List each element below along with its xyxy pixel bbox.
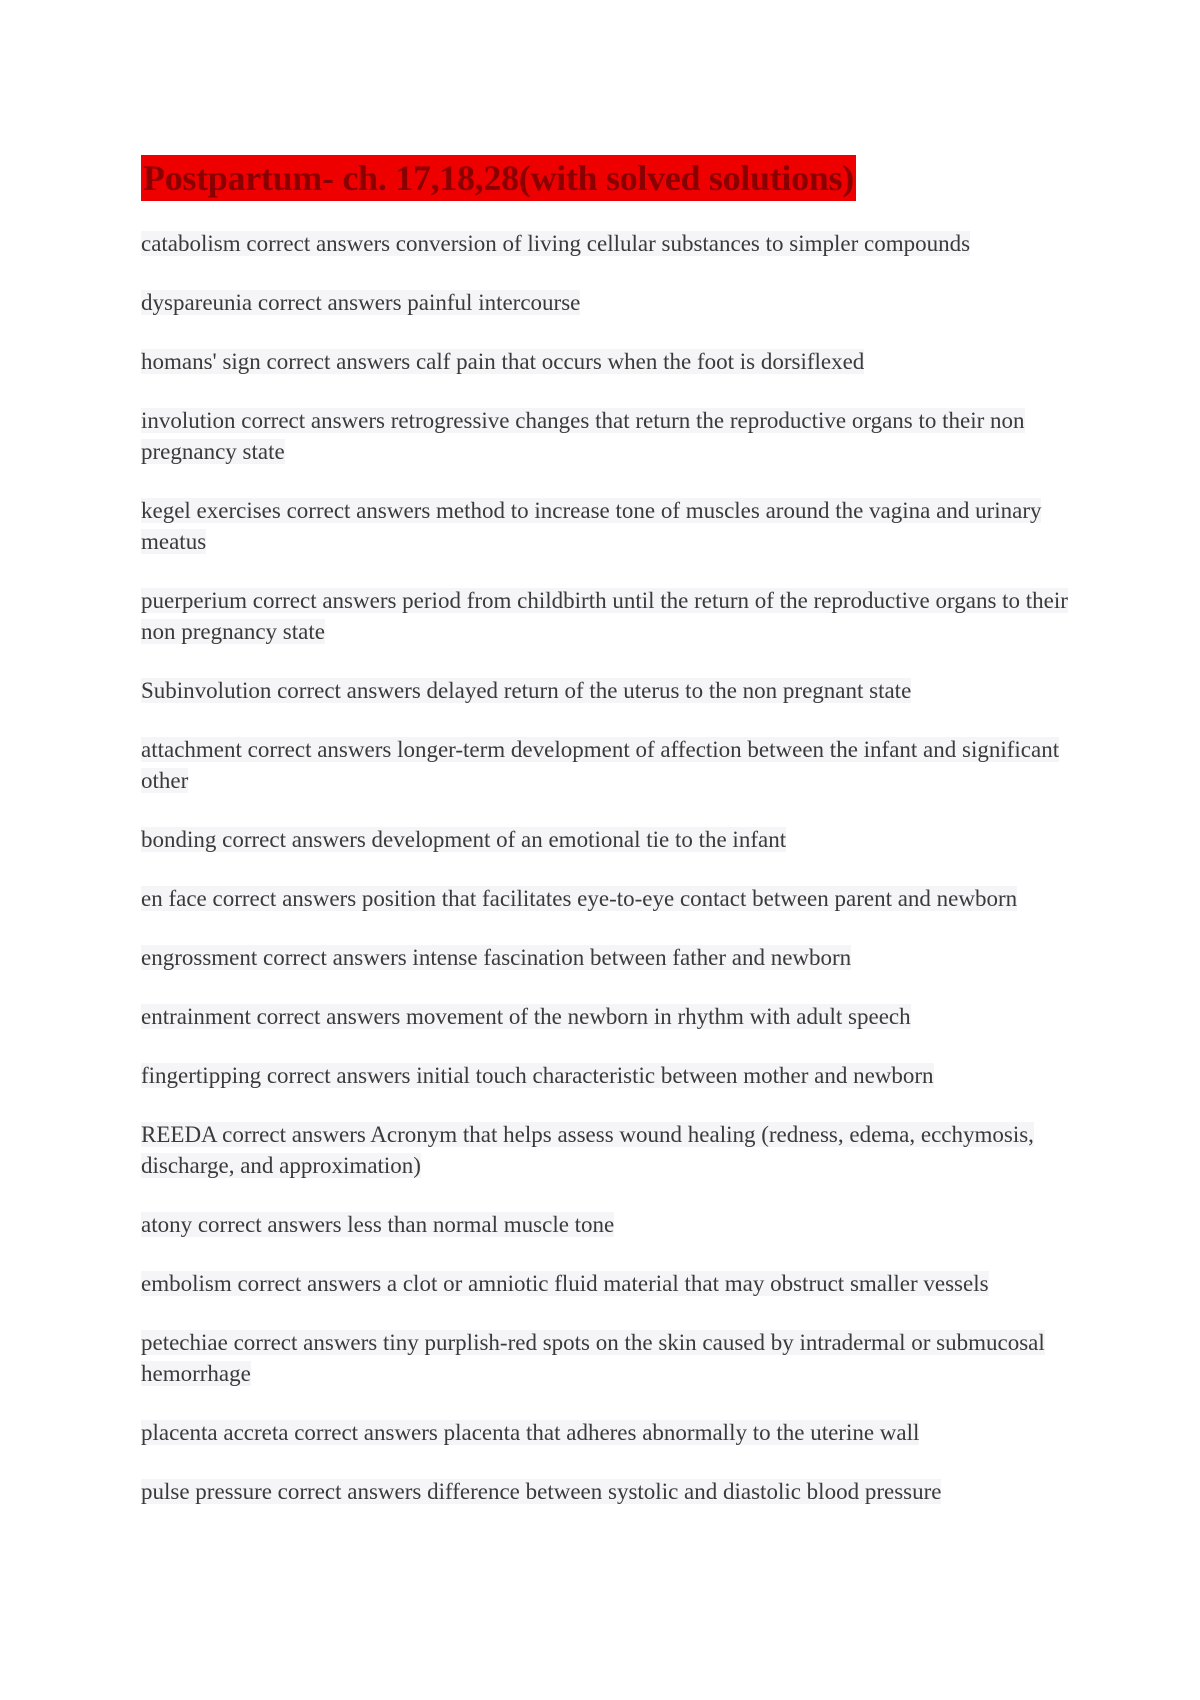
entry-text: catabolism correct answers conversion of living cellular substances to simpler compounds xyxy=(141,231,971,256)
list-item xyxy=(141,942,1081,973)
list-item xyxy=(141,824,1081,855)
list-item xyxy=(141,1417,1081,1448)
list-item xyxy=(141,495,1081,557)
list-item xyxy=(141,1327,1081,1389)
entry-text: fingertipping correct answers initial touch characteristic between mother and newborn xyxy=(141,1063,934,1088)
entry-text: kegel exercises correct answers method to increase tone of muscles around the vagina and urinary meatus xyxy=(141,498,1042,554)
list-item xyxy=(141,405,1081,467)
entry-text: petechiae correct answers tiny purplish-red spots on the skin caused by intradermal or submucosal hemorrhage xyxy=(141,1330,1045,1386)
entry-text: en face correct answers position that facilitates eye-to-eye contact between parent and newborn xyxy=(141,886,1018,911)
entry-text: involution correct answers retrogressive changes that return the reproductive organs to their non pregnancy state xyxy=(141,408,1025,464)
list-item xyxy=(141,1119,1081,1181)
list-item xyxy=(141,1268,1081,1299)
entry-text: entrainment correct answers movement of the newborn in rhythm with adult speech xyxy=(141,1004,911,1029)
entry-text: puerperium correct answers period from childbirth until the return of the reproductive organs to their non pregnancy state xyxy=(141,588,1068,644)
list-item xyxy=(141,585,1081,647)
entry-text: bonding correct answers development of an emotional tie to the infant xyxy=(141,827,787,852)
list-item xyxy=(141,346,1081,377)
list-item xyxy=(141,1476,1081,1507)
entry-text: dyspareunia correct answers painful intercourse xyxy=(141,290,581,315)
list-item xyxy=(141,228,1081,259)
list-item xyxy=(141,1209,1081,1240)
flashcard-list xyxy=(141,228,1081,1535)
list-item xyxy=(141,675,1081,706)
title-block xyxy=(141,155,856,201)
entry-text: attachment correct answers longer-term development of affection between the infant and significant other xyxy=(141,737,1060,793)
entry-text: engrossment correct answers intense fascination between father and newborn xyxy=(141,945,852,970)
list-item xyxy=(141,734,1081,796)
entry-text: REEDA correct answers Acronym that helps assess wound healing (redness, edema, ecchymosis, discharge, and approximation) xyxy=(141,1122,1034,1178)
list-item xyxy=(141,287,1081,318)
document-title: Postpartum- ch. 17,18,28(with solved solutions) xyxy=(141,155,856,201)
entry-text: placenta accreta correct answers placenta that adheres abnormally to the uterine wall xyxy=(141,1420,920,1445)
list-item xyxy=(141,1060,1081,1091)
entry-text: pulse pressure correct answers difference between systolic and diastolic blood pressure xyxy=(141,1479,942,1504)
entry-text: atony correct answers less than normal muscle tone xyxy=(141,1212,615,1237)
entry-text: embolism correct answers a clot or amniotic fluid material that may obstruct smaller vessels xyxy=(141,1271,989,1296)
list-item xyxy=(141,883,1081,914)
entry-text: homans' sign correct answers calf pain that occurs when the foot is dorsiflexed xyxy=(141,349,865,374)
entry-text: Subinvolution correct answers delayed return of the uterus to the non pregnant state xyxy=(141,678,912,703)
list-item xyxy=(141,1001,1081,1032)
